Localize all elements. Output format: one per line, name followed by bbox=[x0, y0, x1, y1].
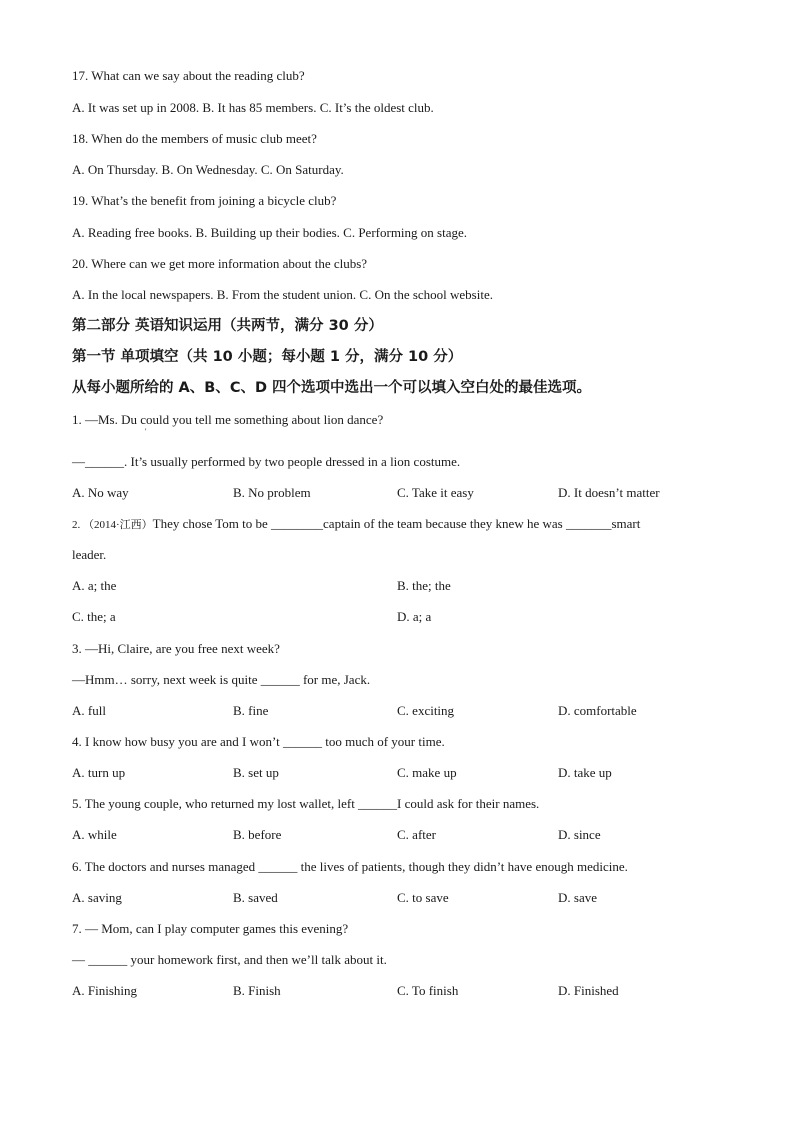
q5-option-a: A. while bbox=[72, 827, 117, 842]
q4-option-a: A. turn up bbox=[72, 765, 126, 780]
q3-option-d: D. comfortable bbox=[558, 703, 637, 718]
q6-option-a: A. saving bbox=[72, 890, 122, 905]
q18-options: A. On Thursday. B. On Wednesday. C. On Saturday. bbox=[72, 162, 344, 177]
q4-option-b: B. set up bbox=[233, 765, 279, 780]
q1-option-c: C. Take it easy bbox=[397, 485, 474, 500]
q17-options: A. It was set up in 2008. B. It has 85 members. C. It’s the oldest club. bbox=[72, 100, 434, 115]
q20-options: A. In the local newspapers. B. From the student union. C. On the school website. bbox=[72, 287, 493, 302]
q3-option-c: C. exciting bbox=[397, 703, 455, 718]
q3-option-a: A. full bbox=[72, 703, 106, 718]
q19-text: 19. What’s the benefit from joining a bicycle club? bbox=[72, 193, 337, 208]
q7-response: — ______ your homework first, and then we’ll talk about it. bbox=[72, 952, 387, 967]
q4-option-c: C. make up bbox=[397, 765, 457, 780]
q1-option-d: D. It doesn’t matter bbox=[558, 485, 660, 500]
q19-options: A. Reading free books. B. Building up their bodies. C. Performing on stage. bbox=[72, 225, 468, 240]
q3-prompt: 3. —Hi, Claire, are you free next week? bbox=[72, 641, 280, 656]
q6-prompt: 6. The doctors and nurses managed ______ the lives of patients, though they didn’t have enough medicine. bbox=[72, 859, 628, 874]
q1-response: —______. It’s usually performed by two people dressed in a lion costume. bbox=[72, 454, 461, 469]
q7-option-b: B. Finish bbox=[233, 983, 281, 998]
q7-option-a: A. Finishing bbox=[72, 983, 138, 998]
q4-option-d: D. take up bbox=[558, 765, 612, 780]
q2-prompt bbox=[72, 516, 640, 533]
q7-option-d: D. Finished bbox=[558, 983, 619, 998]
q2-option-a: A. a; the bbox=[72, 578, 117, 593]
q1-option-b: B. No problem bbox=[233, 485, 311, 500]
part2-heading: 第二部分 英语知识运用（共两节，满分 30 分） bbox=[72, 318, 383, 334]
q3-response: —Hmm… sorry, next week is quite ______ for me, Jack. bbox=[72, 672, 371, 687]
q6-option-b: B. saved bbox=[233, 890, 278, 905]
q5-option-b: B. before bbox=[233, 827, 282, 842]
q18-text: 18. When do the members of music club meet? bbox=[72, 131, 317, 146]
q2-option-b: B. the; the bbox=[397, 578, 451, 593]
q5-option-d: D. since bbox=[558, 827, 601, 842]
q6-option-c: C. to save bbox=[397, 890, 449, 905]
q2-number-source: 2. （2014·江西） bbox=[72, 519, 153, 531]
q2-option-c: C. the; a bbox=[72, 609, 116, 624]
q1-option-a: A. No way bbox=[72, 485, 129, 500]
q3-option-b: B. fine bbox=[233, 703, 269, 718]
q1-prompt: 1. —Ms. Du could you tell me something about lion dance? bbox=[72, 412, 384, 427]
q4-prompt: 4. I know how busy you are and I won’t ______ too much of your time. bbox=[72, 734, 445, 749]
q2-prompt-cont: leader. bbox=[72, 547, 107, 562]
section1-instruction: 从每小题所给的 A、B、C、D 四个选项中选出一个可以填入空白处的最佳选项。 bbox=[72, 380, 592, 396]
q5-option-c: C. after bbox=[397, 827, 436, 842]
q17-text: 17. What can we say about the reading club? bbox=[72, 68, 305, 83]
q2-prompt-text: They chose Tom to be ________captain of the team because they knew he was _______smart bbox=[152, 516, 641, 531]
q2-option-d: D. a; a bbox=[397, 609, 432, 624]
q7-option-c: C. To finish bbox=[397, 983, 459, 998]
q7-prompt: 7. — Mom, can I play computer games this evening? bbox=[72, 921, 349, 936]
q1-mark: ' bbox=[145, 427, 147, 436]
section1-heading: 第一节 单项填空（共 10 小题；每小题 1 分，满分 10 分） bbox=[72, 349, 463, 365]
q6-option-d: D. save bbox=[558, 890, 597, 905]
q20-text: 20. Where can we get more information about the clubs? bbox=[72, 256, 368, 271]
q5-prompt: 5. The young couple, who returned my lost wallet, left ______I could ask for their names. bbox=[72, 796, 540, 811]
